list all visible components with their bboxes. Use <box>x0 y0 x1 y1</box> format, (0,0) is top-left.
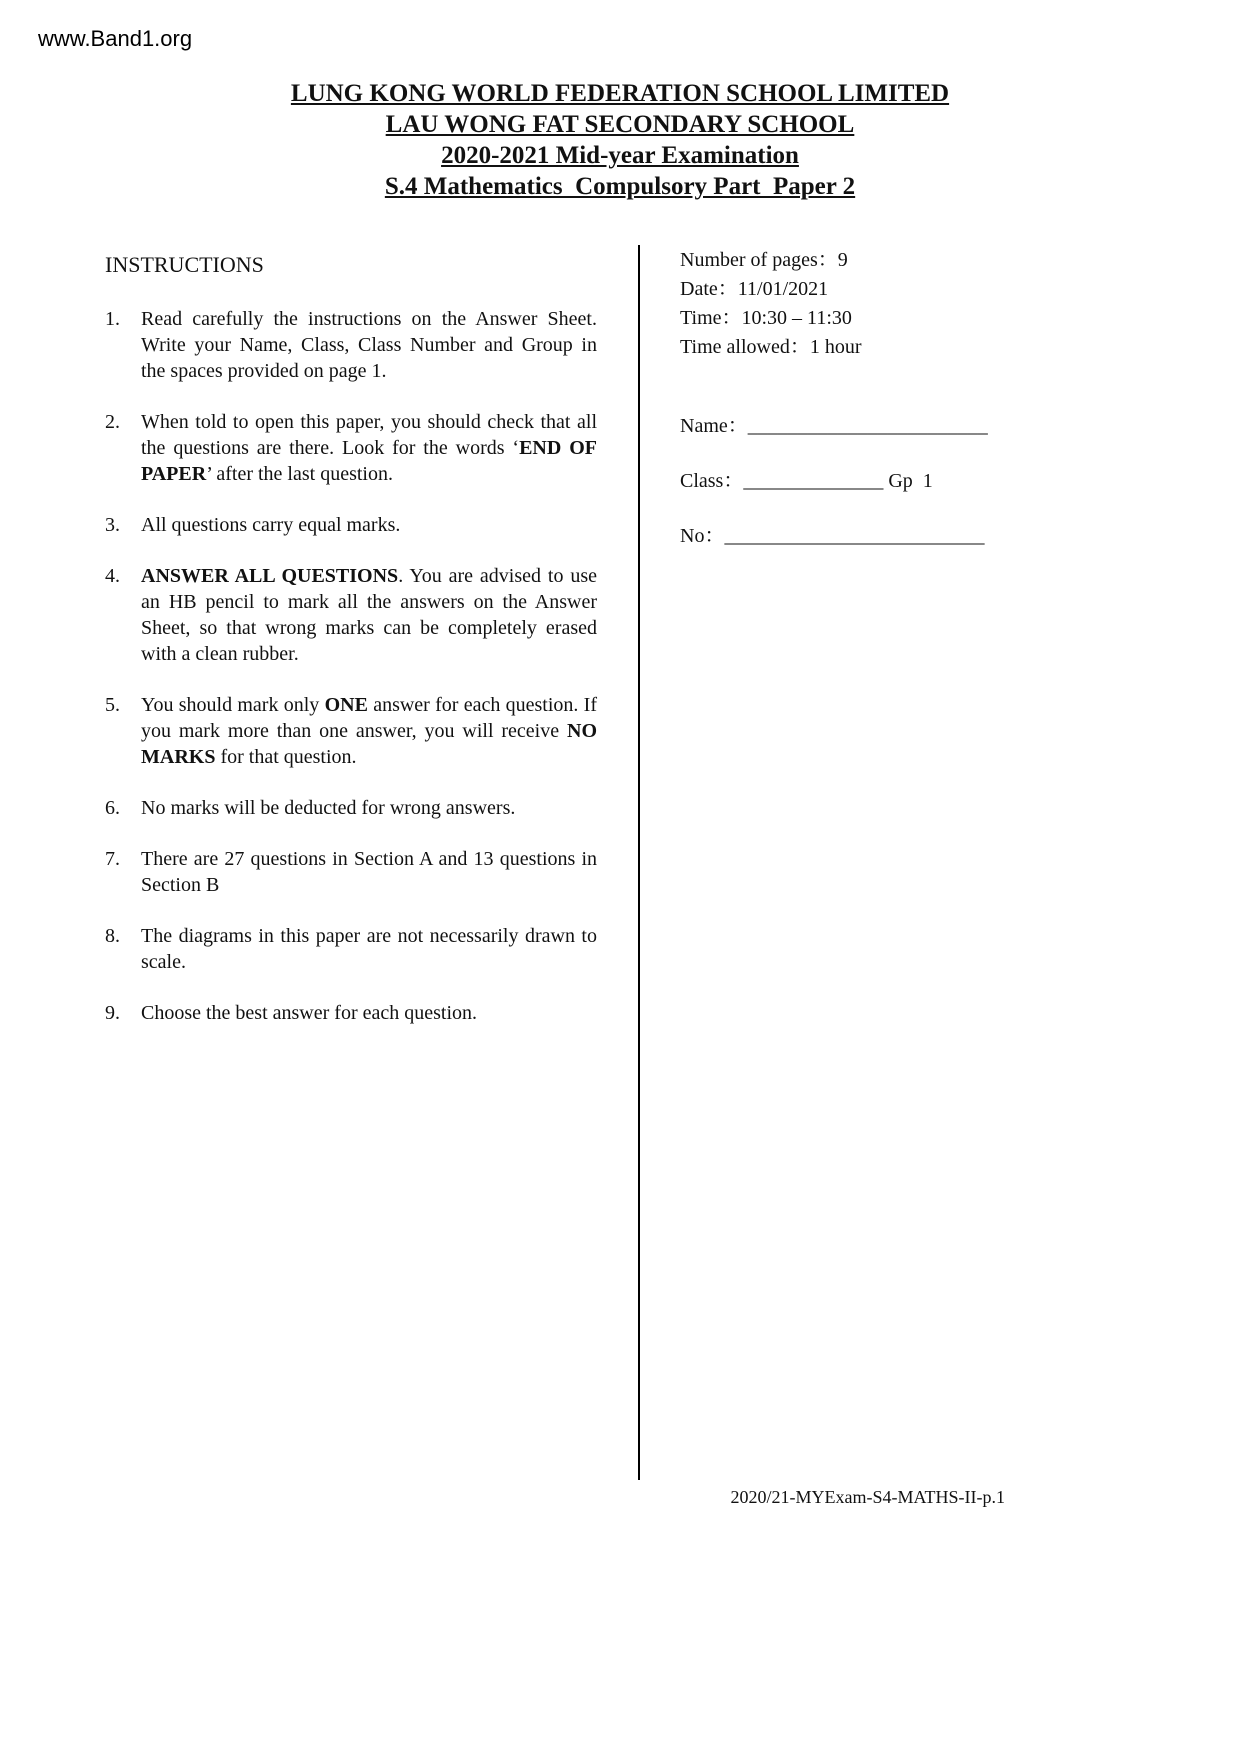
site-watermark: www.Band1.org <box>38 26 193 51</box>
instruction-item <box>105 692 597 770</box>
instruction-number: 7. <box>105 848 120 870</box>
instruction-text: The diagrams in this paper are not necessarily drawn to scale. <box>141 925 597 973</box>
page-footer: 2020/21-MYExam-S4-MATHS-II-p.1 <box>730 1487 1005 1507</box>
instruction-number: 1. <box>105 308 120 330</box>
exam-header <box>0 78 1240 202</box>
instruction-number: 3. <box>105 514 120 536</box>
time-allowed-info: Time allowed：1 hour <box>680 336 862 358</box>
instruction-item <box>105 306 597 384</box>
date-info: Date：11/01/2021 <box>680 278 829 300</box>
number-of-pages-info: Number of pages：9 <box>680 249 848 271</box>
instruction-text: Choose the best answer for each question. <box>141 1002 478 1024</box>
instruction-item <box>105 1000 597 1026</box>
instruction-number: 6. <box>105 797 120 819</box>
instruction-number: 5. <box>105 694 120 716</box>
class-field: Class：______________ Gp 1 <box>680 470 933 492</box>
instruction-text: Read carefully the instructions on the Answer Sheet. Write your Name, Class, Class Number and Group in the spaces provided on page 1. <box>141 308 597 382</box>
no-field: No：__________________________ <box>680 525 985 547</box>
instructions-section <box>105 252 597 1051</box>
instructions-title: INSTRUCTIONS <box>105 252 264 277</box>
instruction-number: 9. <box>105 1002 120 1024</box>
instruction-number: 8. <box>105 925 120 947</box>
instruction-number: 4. <box>105 565 120 587</box>
instructions-list <box>105 306 597 1026</box>
instruction-text: There are 27 questions in Section A and 13 questions in Section B <box>141 848 597 896</box>
instruction-text: All questions carry equal marks. <box>141 514 401 536</box>
instruction-text: When told to open this paper, you should check that all the questions are there. Look for the words ‘END OF PAPER’ after the last question. <box>141 411 597 485</box>
student-fields <box>680 412 1110 551</box>
name-field: Name：________________________ <box>680 415 988 437</box>
exam-session-title: 2020-2021 Mid-year Examination <box>441 142 799 169</box>
exam-info-section <box>680 246 1110 577</box>
instruction-item <box>105 795 597 821</box>
instruction-text: No marks will be deducted for wrong answers. <box>141 797 516 819</box>
instruction-item <box>105 846 597 898</box>
school-name-line1: LUNG KONG WORLD FEDERATION SCHOOL LIMITED <box>290 80 950 107</box>
instruction-item <box>105 923 597 975</box>
paper-title: S.4 Mathematics Compulsory Part Paper 2 <box>384 173 856 200</box>
instruction-text: ANSWER ALL QUESTIONS. You are advised to use an HB pencil to mark all the answers on the Answer Sheet, so that wrong marks can be completely erased with a clean rubber. <box>141 565 597 665</box>
instruction-item <box>105 512 597 538</box>
school-name-line2: LAU WONG FAT SECONDARY SCHOOL <box>385 111 855 138</box>
time-info: Time：10:30 – 11:30 <box>680 307 852 329</box>
instruction-text: You should mark only ONE answer for each question. If you mark more than one answer, you will receive NO MARKS for that question. <box>141 694 597 768</box>
column-divider <box>638 245 640 1480</box>
instruction-number: 2. <box>105 411 120 433</box>
instruction-item <box>105 563 597 667</box>
instruction-item <box>105 409 597 487</box>
